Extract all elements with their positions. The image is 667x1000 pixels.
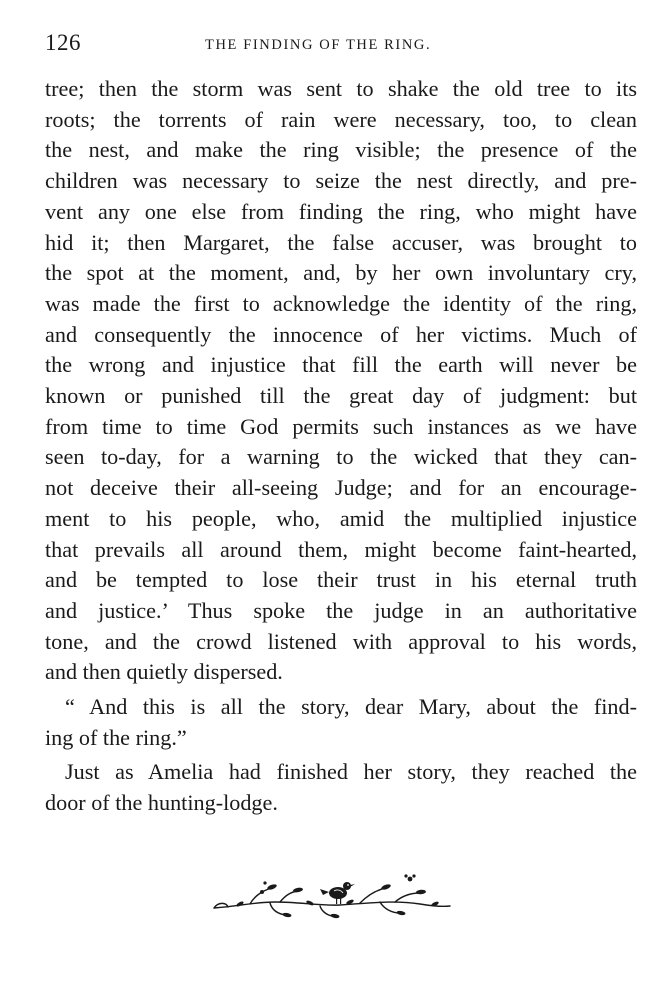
- text-line: and then quietly dispersed.: [45, 659, 283, 685]
- text-line: that prevails all around them, might become faint-hearted,: [45, 536, 637, 562]
- paragraph: [45, 74, 637, 688]
- paragraph: [45, 692, 637, 753]
- text-line: roots; the torrents of rain were necessary, too, to clean: [45, 106, 637, 132]
- text-line: tree; then the storm was sent to shake the old tree to its: [45, 76, 637, 101]
- text-line: seen to-day, for a warning to the wicked that they can-: [45, 444, 637, 470]
- text-line: Just as Amelia had finished her story, they reached the: [65, 759, 637, 785]
- text-line: ment to his people, who, amid the multiplied injustice: [45, 505, 637, 531]
- text-line: children was necessary to seize the nest directly, and pre-: [45, 168, 637, 194]
- text-line: not deceive their all-seeing Judge; and for an encourage-: [45, 475, 637, 501]
- text-line: ing of the ring.”: [45, 724, 187, 750]
- text-line: was made the first to acknowledge the identity of the ring,: [45, 290, 637, 316]
- text-line: and justice.’ Thus spoke the judge in an authoritative: [45, 597, 637, 623]
- floral-branch-with-bird-vignette-icon: [210, 862, 455, 922]
- page-header: [45, 30, 635, 60]
- text-line: the nest, and make the ring visible; the presence of the: [45, 137, 637, 163]
- page-number: 126: [45, 30, 81, 55]
- text-line: “ And this is all the story, dear Mary, about the find-: [65, 694, 637, 720]
- text-line: known or punished till the great day of judgment: but: [45, 383, 637, 409]
- text-line: vent any one else from finding the ring, who might have: [45, 198, 637, 224]
- text-line: hid it; then Margaret, the false accuser, was brought to: [45, 229, 637, 255]
- text-line: door of the hunting-lodge.: [45, 790, 278, 816]
- body-text: [45, 74, 637, 819]
- text-line: from time to time God permits such instances as we have: [45, 413, 637, 439]
- text-line: the spot at the moment, and, by her own involuntary cry,: [45, 260, 637, 286]
- text-line: the wrong and injustice that fill the earth will never be: [45, 352, 637, 378]
- text-line: and consequently the innocence of her victims. Much of: [45, 321, 637, 347]
- text-line: tone, and the crowd listened with approval to his words,: [45, 628, 637, 654]
- paragraph: [45, 757, 637, 818]
- running-head: THE FINDING OF THE RING.: [205, 37, 432, 53]
- text-line: and be tempted to lose their trust in his eternal truth: [45, 567, 637, 593]
